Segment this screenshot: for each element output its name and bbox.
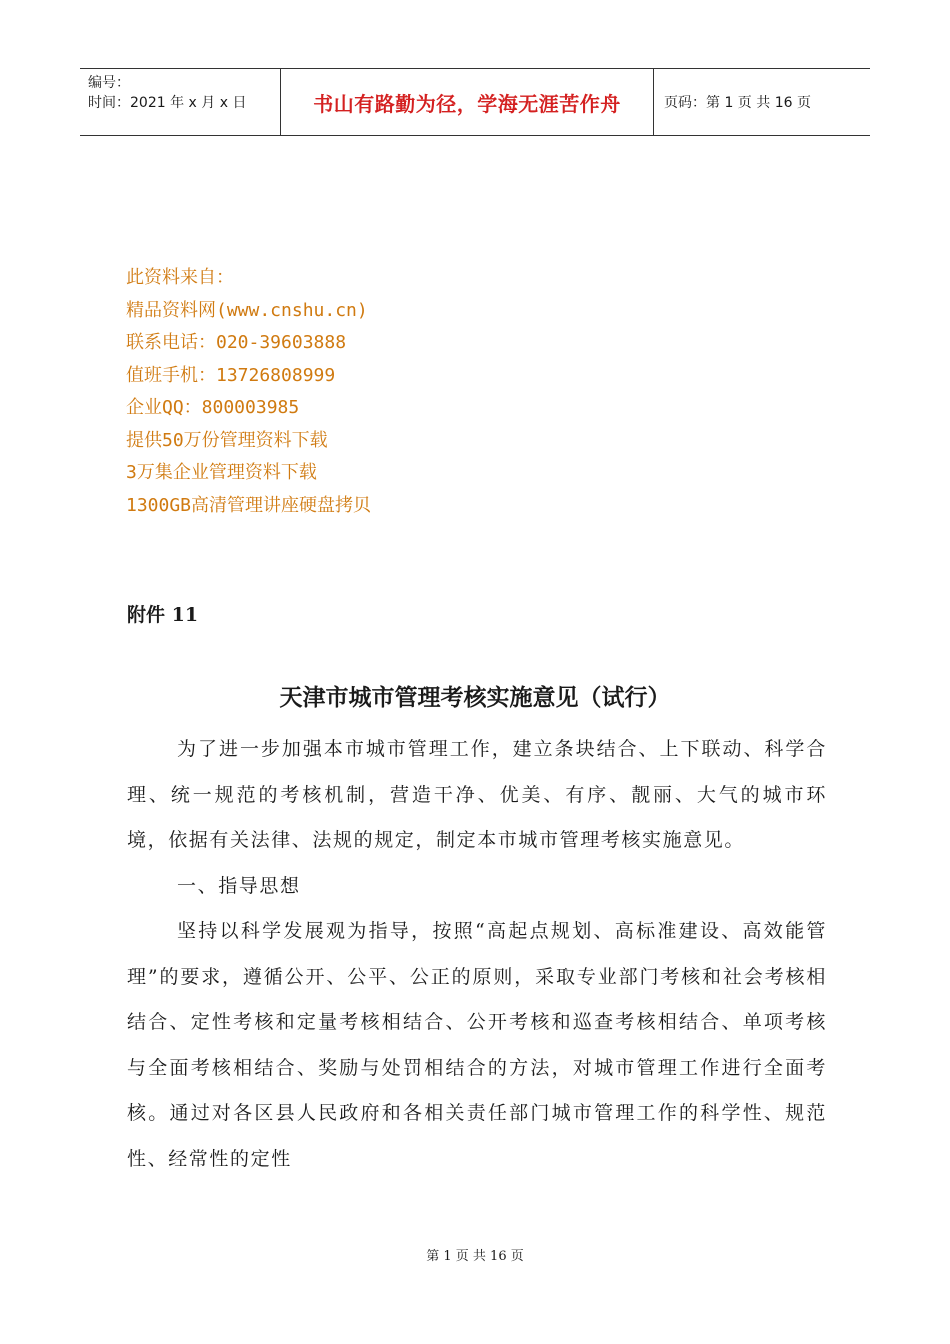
header-page-number: 页码：第 1 页 共 16 页 <box>664 95 811 111</box>
section-heading: 一、指导思想 <box>177 874 301 897</box>
promo-line: 精品资料网(www.cnshu.cn) <box>126 299 368 321</box>
promo-line: 1300GB高清管理讲座硬盘拷贝 <box>126 494 372 516</box>
document-title: 天津市城市管理考核实施意见（试行） <box>279 684 671 711</box>
attachment-label: 附件 11 <box>127 604 199 626</box>
document-date: 时间：2021 年 x 月 x 日 <box>88 95 247 111</box>
page-header <box>80 68 870 136</box>
body-paragraph: 坚持以科学发展观为指导，按照“高起点规划、高标准建设、高效能管理”的要求，遵循公开、公平、公正的原则，采取专业部门考核和社会考核相结合、定性考核和定量考核相结合、公开考核和巡查考核相结合、单项考核与全面考核相结合、奖励与处罚相结合的方法，对城市管理工作进行全面考核。通过对各区县人民政府和各相关责任部门城市管理工作的科学性、规范性、经常性的定性 <box>127 920 827 1170</box>
promo-block <box>126 262 371 522</box>
promo-line: 提供50万份管理资料下载 <box>126 429 328 451</box>
promo-line: 联系电话：020-39603888 <box>126 332 347 353</box>
promo-line: 此资料来自： <box>126 267 234 288</box>
document-body <box>127 727 827 1182</box>
promo-line: 3万集企业管理资料下载 <box>126 462 317 483</box>
document-number: 编号： <box>88 75 130 91</box>
body-paragraph: 为了进一步加强本市城市管理工作，建立条块结合、上下联动、科学合理、统一规范的考核机制，营造干净、优美、有序、靓丽、大气的城市环境，依据有关法律、法规的规定，制定本市城市管理考核实施意见。 <box>127 738 827 851</box>
promo-line: 值班手机：13726808999 <box>126 364 336 386</box>
promo-line: 企业QQ：800003985 <box>126 397 300 418</box>
header-motto: 书山有路勤为径，学海无涯苦作舟 <box>280 69 654 135</box>
page-footer: 第 1 页 共 16 页 <box>426 1249 524 1264</box>
header-left-cell <box>80 69 280 135</box>
